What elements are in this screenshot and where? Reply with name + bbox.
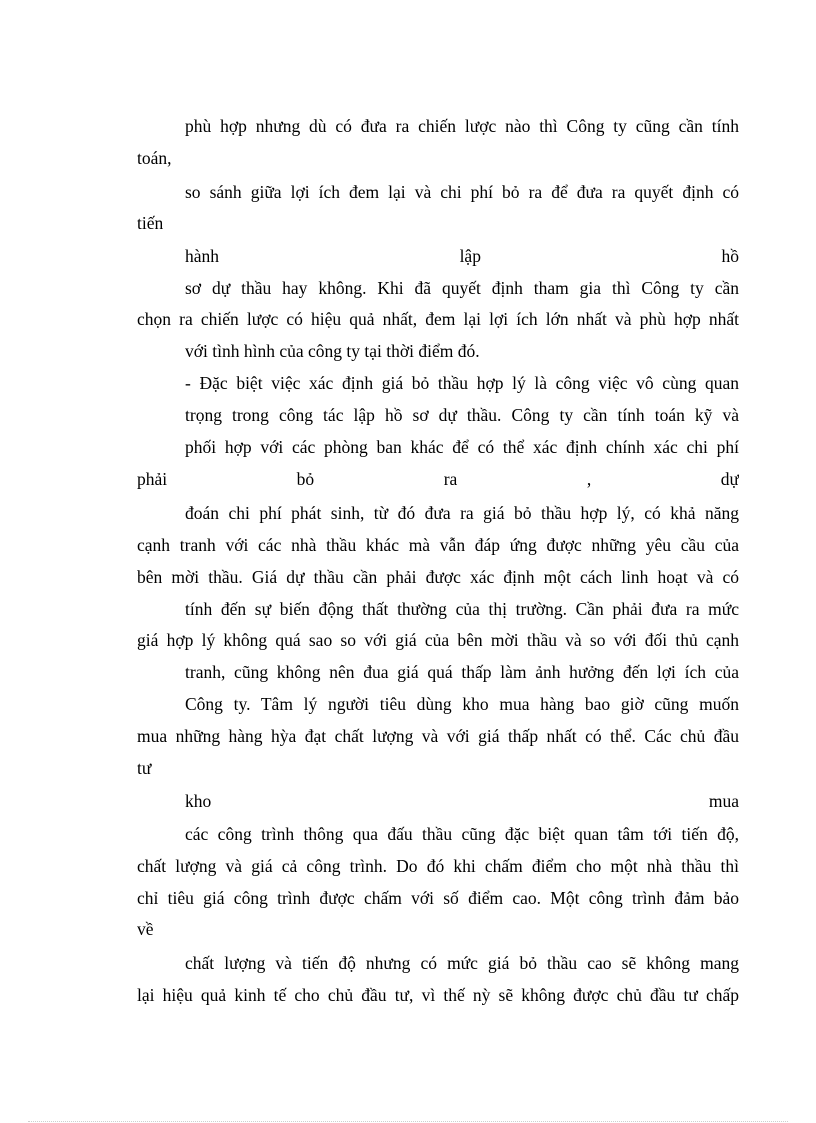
text-line: chất lượng và giá cả công trình. Do đó khi chấm điểm cho một nhà thầu thì — [137, 856, 739, 876]
text-line: giá hợp lý không quá sao so với giá của bên mời thầu và so với đối thủ cạnh — [137, 630, 739, 650]
text-line: phối hợp với các phòng ban khác để có thể xác định chính xác chi phí — [185, 437, 739, 457]
text-line: mua những hàng hỳa đạt chất lượng và với giá thấp nhất có thể. Các chủ đầu — [137, 726, 739, 746]
text-line: tranh, cũng không nên đua giá quá thấp làm ảnh hưởng đến lợi ích của — [185, 662, 739, 682]
text-line: tính đến sự biến động thất thường của thị trường. Cần phải đưa ra mức — [185, 599, 739, 619]
text-line: cạnh tranh với các nhà thầu khác mà vẫn đáp ứng được những yêu cầu của — [137, 535, 739, 555]
text-line: - Đặc biệt việc xác định giá bỏ thầu hợp lý là công việc vô cùng quan — [185, 373, 739, 393]
text-line: hành lập hồ — [185, 246, 739, 266]
text-line: so sánh giữa lợi ích đem lại và chi phí bỏ ra để đưa ra quyết định có — [185, 182, 739, 202]
text-line: trọng trong công tác lập hồ sơ dự thầu. Công ty cần tính toán kỹ và — [185, 405, 739, 425]
text-line: phải bỏ ra , dự — [137, 469, 739, 489]
text-line: Công ty. Tâm lý người tiêu dùng kho mua hàng bao giờ cũng muốn — [185, 694, 739, 714]
text-line: toán, — [137, 148, 172, 168]
text-line: chỉ tiêu giá công trình được chấm với số điểm cao. Một công trình đảm bảo — [137, 888, 739, 908]
text-line: kho mua — [185, 791, 739, 811]
text-line: tiến — [137, 213, 164, 233]
text-line: sơ dự thầu hay không. Khi đã quyết định tham gia thì Công ty cần — [185, 278, 739, 298]
text-line: các công trình thông qua đấu thầu cũng đặc biệt quan tâm tới tiến độ, — [185, 824, 739, 844]
text-line: chất lượng và tiến độ nhưng có mức giá bỏ thầu cao sẽ không mang — [185, 953, 739, 973]
text-line: bên mời thầu. Giá dự thầu cần phải được xác định một cách linh hoạt và có — [137, 567, 739, 587]
text-line: lại hiệu quả kinh tế cho chủ đầu tư, vì thế nỳ sẽ không được chủ đầu tư chấp — [137, 985, 739, 1005]
text-line: tư — [137, 758, 152, 778]
text-line: về — [137, 919, 154, 939]
text-line: chọn ra chiến lược có hiệu quả nhất, đem lại lợi ích lớn nhất và phù hợp nhất — [137, 309, 739, 329]
text-line: đoán chi phí phát sinh, từ đó đưa ra giá bỏ thầu hợp lý, có khả năng — [185, 503, 739, 523]
text-line: phù hợp nhưng dù có đưa ra chiến lược nào thì Công ty cũng cần tính — [185, 116, 739, 136]
text-line: với tình hình của công ty tại thời điểm đó. — [185, 341, 480, 361]
page-bottom-divider — [28, 1121, 788, 1122]
